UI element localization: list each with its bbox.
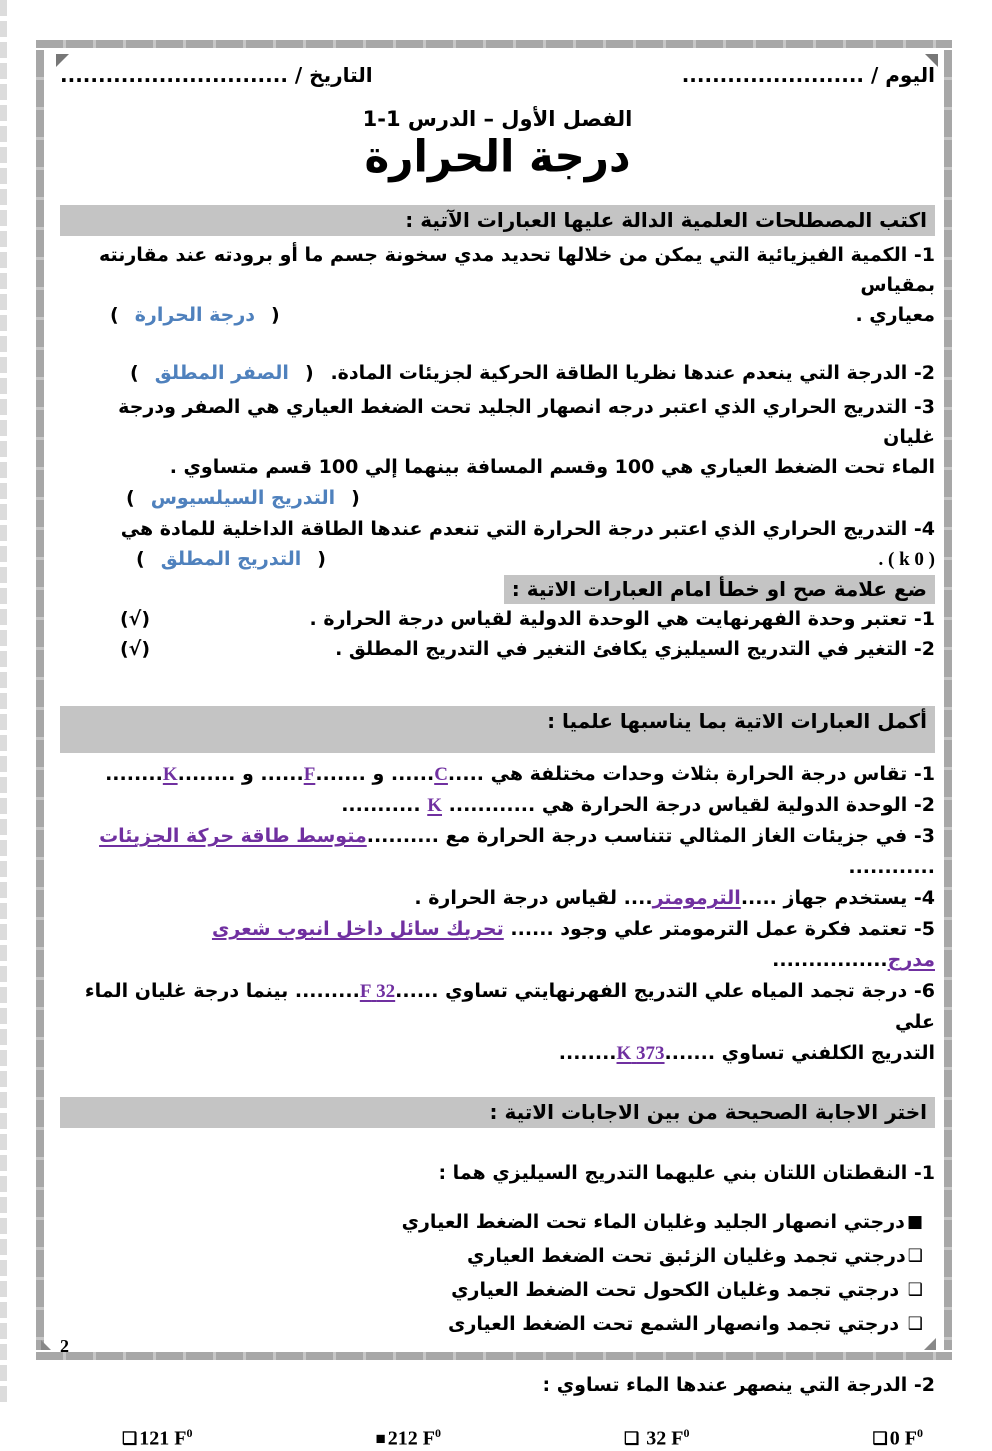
- mcq1-option: [60, 1274, 935, 1308]
- worksheet-page: [60, 55, 935, 1451]
- truefalse-text: 2- التغير في التدريج السيليزي يكافئ التغير في التدريج المطلق .: [335, 638, 935, 661]
- crop-mark-icon: [41, 1340, 51, 1350]
- option-sup: 0: [435, 1426, 441, 1441]
- complete-item-2: [60, 790, 935, 821]
- fill-answer: متوسط طاقة حركة الجزيئات: [99, 825, 367, 848]
- answer-text: التدريج السيلسيوس: [150, 487, 336, 510]
- check-mark: (√): [120, 638, 151, 661]
- fill-text: 3- في جزيئات الغاز المثالي تتناسب درجة الحرارة مع ..........: [366, 825, 935, 848]
- fill-text: .... لقياس درجة الحرارة .: [414, 887, 653, 910]
- option-sup: 0: [683, 1426, 690, 1441]
- fill-text: ...... و ........: [177, 763, 304, 786]
- option-label: درجتي تجمد وانصهار الشمع تحت الضغط العيارى: [448, 1313, 906, 1336]
- lesson-subtitle: الفصل الأول – الدرس 1-1: [362, 107, 633, 131]
- option-value: 0 F: [889, 1427, 917, 1450]
- mcq2-option: [624, 1426, 689, 1451]
- fill-text: ................: [772, 949, 888, 972]
- checkbox-unchecked-icon: ❑: [907, 1314, 923, 1335]
- page-boundary-right: [944, 50, 952, 1350]
- fill-answer: C: [434, 764, 448, 786]
- option-value: 32 F: [646, 1427, 684, 1450]
- mcq2-options: [60, 1426, 935, 1451]
- terms-q3-line2: الماء تحت الضغط العياري هي 100 وقسم المسافة بينهما إلي 100 قسم متساوي .: [169, 456, 935, 479]
- terms-q1-line2: [60, 300, 935, 330]
- page-boundary-left: [36, 50, 44, 1350]
- terms-q1-answer: (درجة الحرارة): [110, 304, 280, 327]
- checkbox-checked-icon: ■: [906, 1212, 923, 1233]
- mcq1-question: 1- النقطتان اللتان بني عليهما التدريج السيليزي هما :: [438, 1162, 935, 1185]
- terms-q4-line2: [60, 544, 935, 575]
- page-header: [60, 63, 935, 87]
- fill-text: ...... و .......: [315, 763, 435, 786]
- terms-q1-text: معياري .: [855, 304, 935, 327]
- fill-answer: 32 F: [359, 981, 396, 1003]
- fill-answer: F: [303, 764, 316, 786]
- mcq1-option: [60, 1240, 935, 1274]
- checkbox-checked-icon: ■: [375, 1428, 386, 1448]
- section-heading-truefalse-wrap: [60, 575, 935, 604]
- mcq2-option: [873, 1426, 923, 1451]
- option-value: 212 F: [387, 1427, 435, 1450]
- section-heading-terms: اكتب المصطلحات العلمية الدالة عليها العبارات الآتية :: [60, 205, 935, 236]
- fill-text: ......... بينما درجة غليان الماء علي: [84, 980, 935, 1034]
- mcq2-option-selected: [376, 1426, 442, 1451]
- mcq1-options: [60, 1206, 935, 1342]
- answer-text: درجة الحرارة: [134, 304, 256, 327]
- page-title: درجة الحرارة: [364, 130, 631, 183]
- terms-q3-answer: (التدريج السيلسيوس): [126, 487, 360, 510]
- option-label: درجتي تجمد وغليان الكحول تحت الضغط العياري: [451, 1279, 906, 1302]
- truefalse-item: [60, 634, 935, 664]
- section-heading-choose: اختر الاجابة الصحيحة من بين الاجابات الاتية :: [60, 1097, 935, 1128]
- fill-text: التدريج الكلفني تساوي .......: [664, 1042, 935, 1065]
- checkbox-unchecked-icon: ❑: [624, 1428, 640, 1448]
- fill-text: ........: [105, 763, 163, 786]
- complete-item-6-line1: [60, 976, 935, 1038]
- fill-answer: K: [427, 795, 443, 817]
- answer-text: التدريج المطلق: [160, 548, 302, 571]
- mcq2-question: 2- الدرجة التي ينصهر عندها الماء تساوي :: [542, 1374, 935, 1397]
- fill-text: 6- درجة تجمد المياه علي التدريج الفهرنهايتي تساوي ......: [395, 980, 935, 1003]
- complete-item-3: [60, 821, 935, 883]
- checkbox-unchecked-icon: ❑: [122, 1428, 138, 1448]
- checkbox-unchecked-icon: ❑: [907, 1246, 923, 1267]
- terms-q2: [60, 358, 935, 388]
- fill-text: ............: [848, 856, 935, 879]
- terms-q2-answer: (الصفر المطلق): [130, 362, 314, 385]
- answer-text: الصفر المطلق: [154, 362, 289, 385]
- section-heading-truefalse: ضع علامة صح او خطأ امام العبارات الاتية :: [504, 575, 935, 604]
- fill-answer: 373 K: [616, 1043, 665, 1065]
- option-label: درجتي انصهار الجليد وغليان الماء تحت الضغط العياري: [401, 1211, 905, 1234]
- complete-item-4: [60, 883, 935, 914]
- option-value: 121 F: [139, 1427, 187, 1450]
- fill-text: ...........: [341, 794, 428, 817]
- complete-item-6-line2: [60, 1038, 935, 1069]
- fill-answer: الترمومتر: [652, 887, 741, 910]
- mcq1-option: [60, 1308, 935, 1342]
- terms-q4-answer: (التدريج المطلق): [136, 548, 326, 571]
- mcq2-option: [122, 1426, 192, 1451]
- terms-q1-line1: 1- الكمية الفيزيائية التي يمكن من خلالها تحديد مدي سخونة جسم ما أو برودته عند مقارنته بمقياس: [98, 244, 935, 297]
- mcq1-option-selected: [60, 1206, 935, 1240]
- section-heading-complete: أكمل العبارات الاتية بما يناسبها علميا :: [60, 706, 935, 753]
- option-sup: 0: [917, 1426, 923, 1441]
- truefalse-item: [60, 604, 935, 634]
- terms-q4-line1: 4- التدريج الحراري الذي اعتبر درجة الحرارة التي تنعدم عندها الطاقة الداخلية للمادة هي: [120, 518, 935, 541]
- fill-text: 1- تقاس درجة الحرارة بثلاث وحدات مختلفة هي .....: [447, 763, 935, 786]
- fill-text: 5- تعتمد فكرة عمل الترمومتر علي وجود ......: [503, 918, 935, 941]
- date-field: التاريخ / ..............................: [60, 63, 373, 87]
- day-field: اليوم / ........................: [681, 63, 935, 87]
- checkbox-unchecked-icon: ❑: [872, 1428, 888, 1448]
- page-number: 2: [60, 1336, 69, 1356]
- terms-q2-text: 2- الدرجة التي ينعدم عندها نظريا الطاقة الحركية لجزيئات المادة.: [330, 362, 935, 385]
- fill-answer: تحريك سائل داخل انبوب شعرى مدرج: [211, 918, 935, 972]
- page-boundary-top: [36, 40, 952, 48]
- option-label: درجتي تجمد وغليان الزئبق تحت الضغط العياري: [467, 1245, 906, 1268]
- truefalse-text: 1- تعتبر وحدة الفهرنهايت هي الوحدة الدولية لقياس درجة الحرارة .: [309, 608, 935, 631]
- fill-text: ........: [558, 1042, 617, 1065]
- fill-text: 2- الوحدة الدولية لقياس درجة الحرارة هي ............: [442, 794, 935, 817]
- terms-q4-value: ( 0 k ) .: [878, 549, 935, 571]
- fill-text: 4- يستخدم جهاز .....: [740, 887, 935, 910]
- scan-edge-artifact: [0, 0, 7, 1403]
- fill-answer: K: [162, 764, 178, 786]
- checkbox-unchecked-icon: ❑: [907, 1280, 923, 1301]
- complete-item-1: [60, 759, 935, 790]
- terms-q3-line1: 3- التدريج الحراري الذي اعتبر درجه انصهار الجليد تحت الضغط العياري هي الصفر ودرجة غليان: [118, 396, 935, 449]
- check-mark: (√): [120, 608, 151, 631]
- option-sup: 0: [186, 1426, 193, 1441]
- complete-item-5: [60, 914, 935, 976]
